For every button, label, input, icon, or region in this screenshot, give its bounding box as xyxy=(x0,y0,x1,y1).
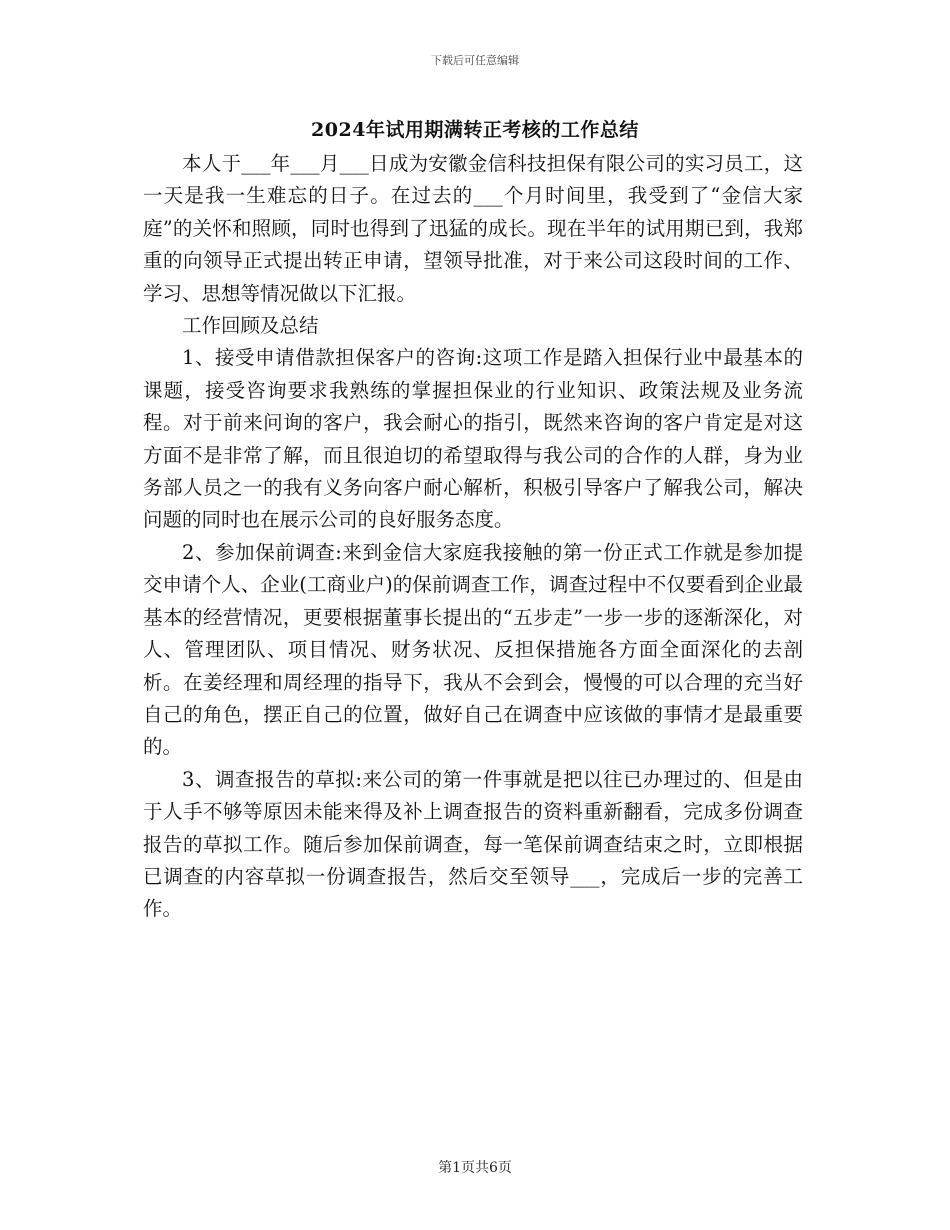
page-number: 第1页共6页 xyxy=(438,1160,512,1176)
paragraph-section-heading: 工作回顾及总结 xyxy=(182,314,319,338)
document-title: 2024年试用期满转正考核的工作总结 xyxy=(311,119,639,141)
paragraph-item-1: 1、接受申请借款担保客户的咨询:这项工作是踏入担保行业中最基本的课题，接受咨询要求我熟练的掌握担保业的行业知识、政策法规及业务流程。对于前来问询的客户，我会耐心的指引，既然来咨询的客户肯定是对这方面不是非常了解，而且很迫切的希望取得与我公司的合作的人群，身为业务部人员之一的我有义务向客户耐心解析，积极引导客户了解我公司，解决问题的同时也在展示公司的良好服务态度。 xyxy=(143,346,803,532)
paragraph-intro: 本人于___年___月___日成为安徽金信科技担保有限公司的实习员工，这一天是我一生难忘的日子。在过去的___个月时间里，我受到了“金信大家庭”的关怀和照顾，同时也得到了迅猛的成长。现在半年的试用期已到，我郑重的向领导正式提出转正申请，望领导批准，对于来公司这段时间的工作、学习、思想等情况做以下汇报。 xyxy=(143,152,803,305)
paragraph-item-2: 2、参加保前调查:来到金信大家庭我接触的第一份正式工作就是参加提交申请个人、企业(工商业户)的保前调查工作，调查过程中不仅要看到企业最基本的经营情况，更要根据董事长提出的“五步走”一步一步的逐渐深化，对人、管理团队、项目情况、财务状况、反担保措施各方面全面深化的去剖析。在姜经理和周经理的指导下，我从不会到会，慢慢的可以合理的充当好自己的角色，摆正自己的位置，做好自己在调查中应该做的事情才是最重要的。 xyxy=(143,540,803,759)
page-header-note: 下载后可任意编辑 xyxy=(431,54,519,67)
paragraph-item-3: 3、调查报告的草拟:来公司的第一件事就是把以往已办理过的、但是由于人手不够等原因未能来得及补上调查报告的资料重新翻看，完成多份调查报告的草拟工作。随后参加保前调查，每一笔保前调查结束之时，立即根据已调查的内容草拟一份调查报告，然后交至领导___，完成后一步的完善工作。 xyxy=(143,767,803,921)
document-body xyxy=(143,148,803,926)
